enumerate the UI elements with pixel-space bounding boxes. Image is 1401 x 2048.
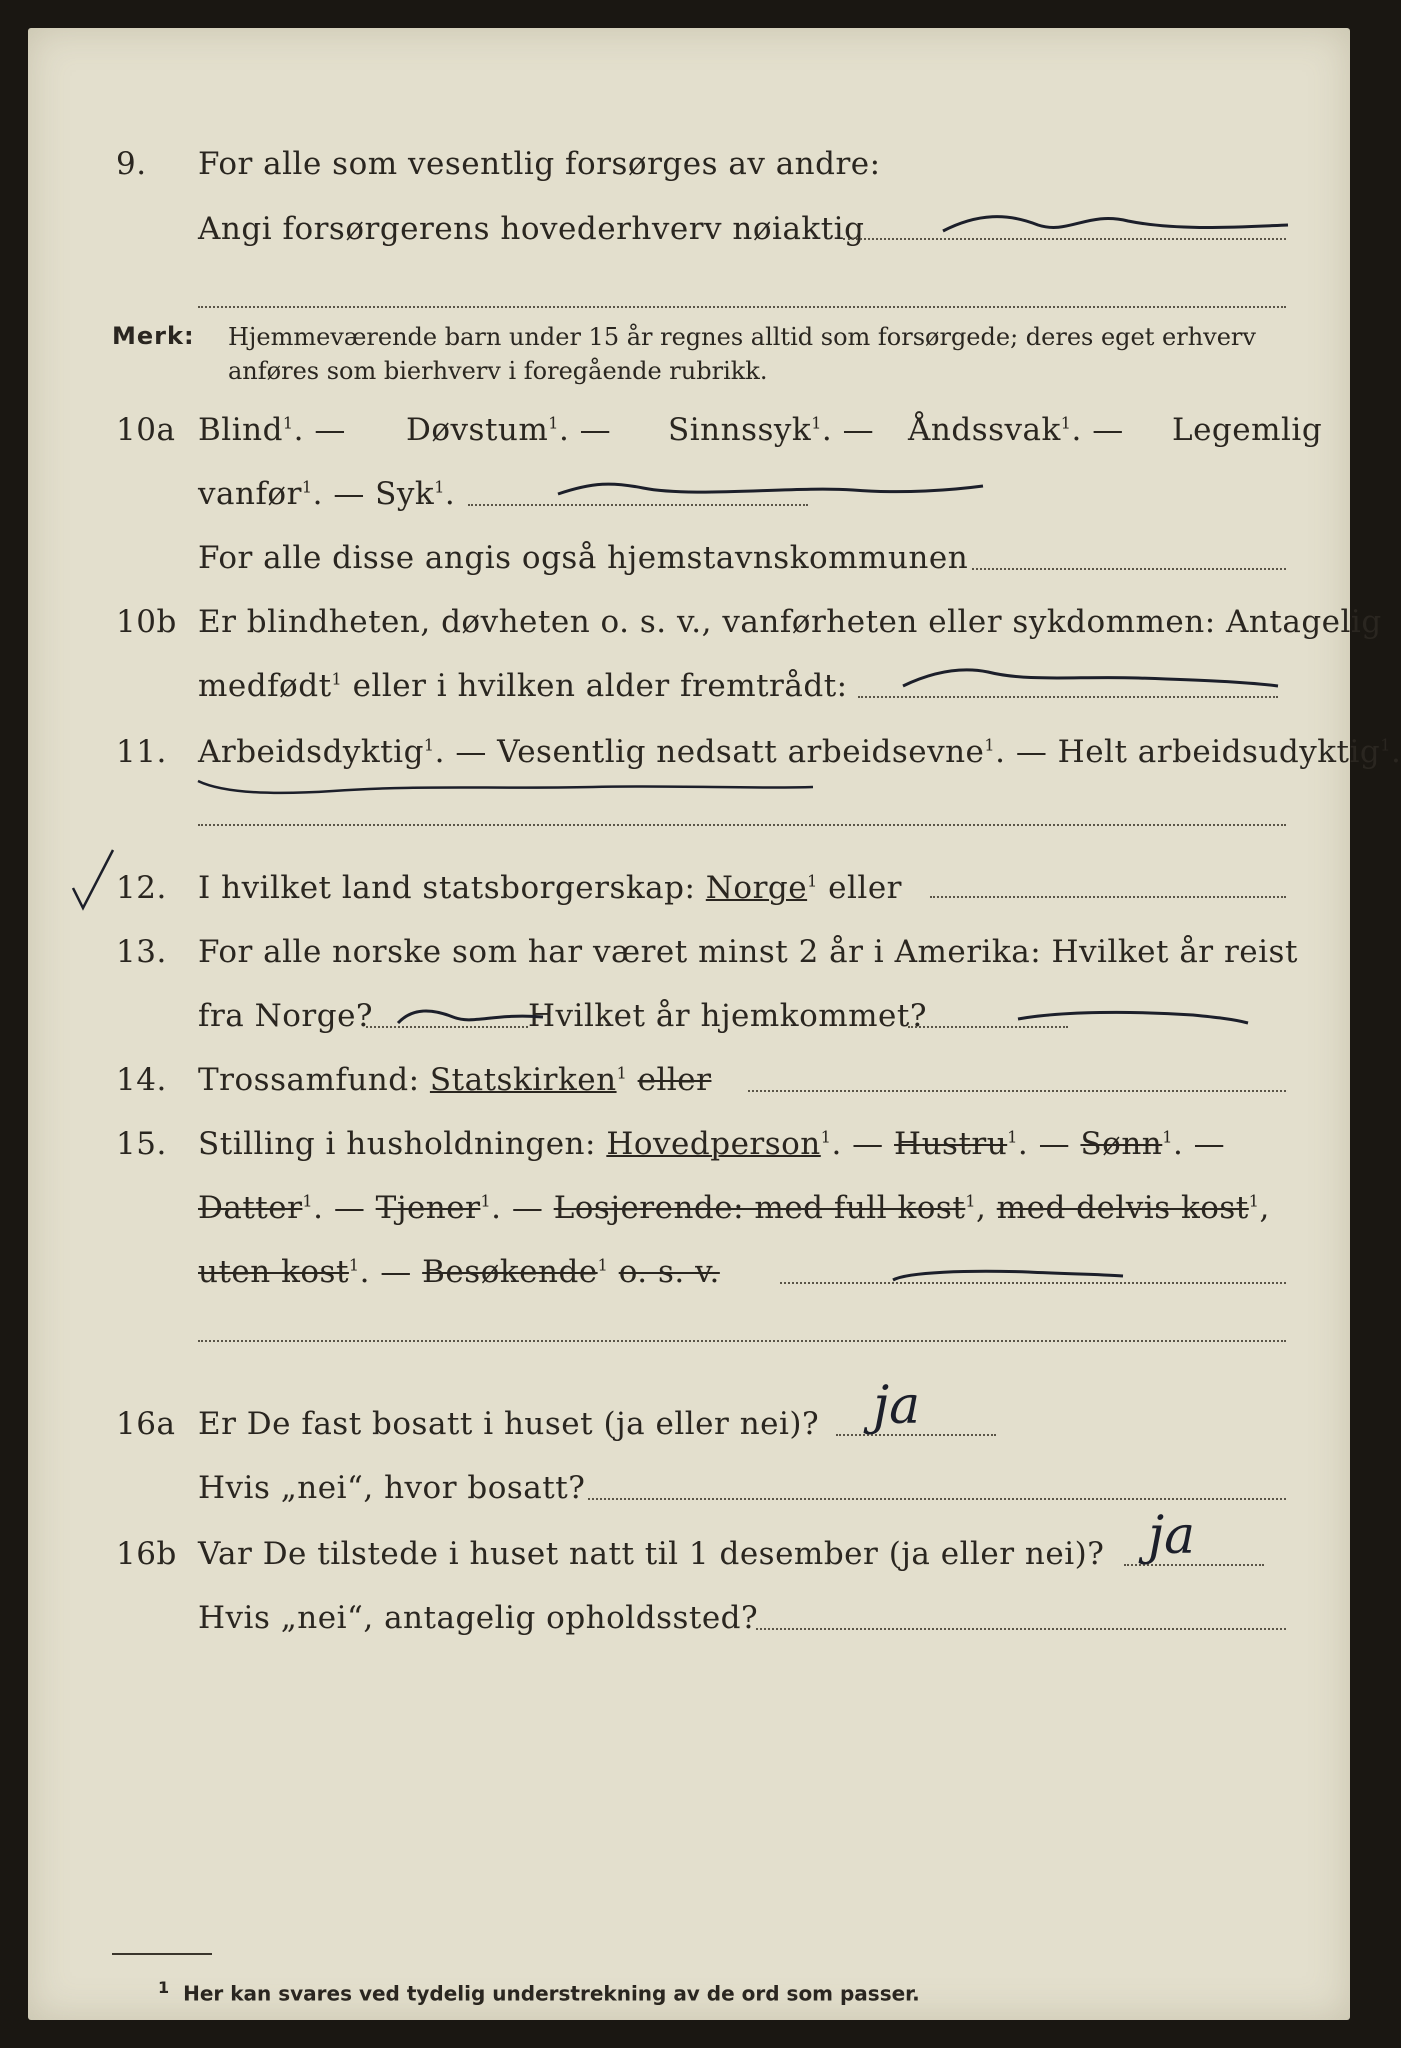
question-number: 10a — [116, 412, 176, 448]
footnote-mark: 1 — [1248, 1191, 1260, 1211]
question-text: Trossamfund: — [198, 1062, 420, 1098]
question-number: 14. — [116, 1062, 167, 1098]
footnote — [158, 1978, 920, 2006]
question-text: Stilling i husholdningen: — [198, 1126, 596, 1162]
option-eller: eller — [828, 870, 902, 906]
question-text: fra Norge? — [198, 998, 374, 1034]
question-text: I hvilket land statsborgerskap: — [198, 870, 696, 906]
option-uten-kost: uten kost — [198, 1254, 349, 1290]
option-eller: eller — [637, 1062, 712, 1098]
footnote-mark: 1 — [965, 1191, 976, 1211]
option-hovedperson: Hovedperson — [606, 1126, 821, 1162]
note-label: Merk: — [112, 322, 195, 350]
handwritten-dash — [1013, 1003, 1253, 1033]
option-losjerende: Losjerende: med full kost — [553, 1190, 966, 1226]
question-text: For alle disse angis også hjemstavnskommunen — [198, 540, 969, 576]
option-arbeidsdyktig: Arbeidsdyktig — [198, 734, 424, 770]
question-text: Er De fast bosatt i huset (ja eller nei)? — [198, 1406, 820, 1442]
footnote-mark: 1 — [616, 1063, 628, 1083]
question-text: Hvis „nei“, hvor bosatt? — [198, 1470, 586, 1506]
question-text: eller i hvilken alder fremtrådt: — [352, 668, 848, 704]
handwritten-dash — [938, 203, 1318, 243]
footnote-mark: 1 — [820, 1127, 832, 1147]
handwritten-dash — [888, 1264, 1128, 1288]
footnote-rule — [112, 1953, 212, 1955]
footnote-mark: 1 — [302, 1191, 314, 1211]
question-number: 16a — [116, 1406, 176, 1442]
handwritten-dash — [553, 476, 993, 506]
answer-line — [972, 568, 1286, 570]
question-number: 11. — [116, 734, 167, 770]
footnote-mark: 1 — [984, 735, 996, 755]
question-text: Hvis „nei“, antagelig opholdssted? — [198, 1600, 759, 1636]
footnote-mark: 1 — [480, 1191, 492, 1211]
question-number: 16b — [116, 1536, 177, 1572]
answer-line — [198, 1340, 1286, 1342]
footnote-mark: 1 — [348, 1255, 360, 1275]
note-text: Hjemmeværende barn under 15 år regnes alltid som forsørgede; deres eget erhverv anføres som bierhverv i foregående rubrikk. — [228, 323, 1256, 385]
option-medfodt: medfødt — [198, 668, 332, 704]
footnote-mark: 1 — [811, 413, 822, 433]
handwritten-dash — [898, 658, 1298, 698]
answer-field-16b-2[interactable] — [756, 1628, 1286, 1630]
option-besokende: Besøkende — [422, 1254, 598, 1290]
question-number: 12. — [116, 870, 167, 906]
handwritten-answer: ja — [873, 1376, 921, 1436]
footnote-mark: 1 — [1380, 735, 1391, 755]
footnote-mark: 1 — [1162, 1127, 1173, 1147]
handwritten-answer: ja — [1148, 1506, 1196, 1566]
footnote-mark: 1 — [423, 735, 435, 755]
question-text: Er blindheten, døvheten o. s. v., vanførheten eller sykdommen: Antagelig — [198, 604, 1382, 640]
answer-line — [198, 824, 1286, 826]
census-form-page: 9. For alle som vesentlig forsørges av andre: Angi forsørgerens hovederhverv nøiaktig Merk: Hjemmeværende barn under 15 år regnes alltid som forsørgede; deres eget erhverv anføres som bierhverv i foregående rubrikk. 10a Blind$^1$. — Døvstum$^1$. — Sinnssyk$^1$. — Åndssvak$^1$. — Legemlig vanfør$^1$. — Syk$^1$. For alle disse angis også hjemstavnskommunen 10b Er blindheten, døvheten o. s. v., vanførheten eller sykdommen: Antagelig medfødt$^1$ eller i hvilken alder fremtrådt: 11. Arbeidsdyktig$^1$. — Vesentlig nedsatt arbeidsevne$^1$. — Helt arbeidsudyktig$^1$. 12. I hvilket land statsborgerskap: Norge$^1$ eller 13. For alle norske som har været minst 2 år i Amerika: Hvilket år reist fra Norge? Hvilket år hjemkommet? 14. Trossamfund: Statskirken$^1$ eller 15. Stilling i husholdningen: Hovedperson$^1$. — Hustru$^1$. — Sønn$^1$. — Datter$^1$. — Tjener$^1$. — Losjerende: med full kost$^1$, med delvis kost$^1$, uten kost$^1$. — Besøkende$^1$ o. s. v. 16a Er De fast bosatt i huset (ja eller nei)? ja Hvis „nei“, hvor bosatt? 16b Var De tilstede i huset natt til 1 desember (ja eller nei)? ja Hvis „nei“, antagelig opholdssted? $^1$ Her kan svares ved tydelig understrekning av de ord som passer. — [28, 28, 1350, 2020]
footnote-mark: 1 — [158, 1978, 170, 1997]
footnote-mark: 1 — [1060, 413, 1072, 433]
handwritten-underline — [193, 773, 833, 813]
question-number: 15. — [116, 1126, 167, 1162]
option-syk: Syk — [375, 476, 435, 512]
option-vanfor: vanfør — [198, 476, 302, 512]
option-sinnssyk: Sinnssyk — [668, 412, 812, 448]
checkmark-icon — [63, 846, 123, 916]
footnote-mark: 1 — [331, 669, 343, 689]
question-text: For alle som vesentlig forsørges av andre: — [198, 146, 881, 182]
answer-field-16a-2[interactable] — [588, 1498, 1286, 1500]
question-text: Var De tilstede i huset natt til 1 desember (ja eller nei)? — [198, 1536, 1105, 1572]
footnote-mark: 1 — [282, 413, 294, 433]
footnote-text: Her kan svares ved tydelig understrekning av de ord som passer. — [183, 1981, 920, 2006]
option-datter: Datter — [198, 1190, 303, 1226]
footnote-mark: 1 — [301, 477, 313, 497]
question-text: For alle norske som har været minst 2 år i Amerika: Hvilket år reist — [198, 934, 1298, 970]
option-blind: Blind — [198, 412, 283, 448]
section-divider — [198, 306, 1286, 308]
option-hustru: Hustru — [894, 1126, 1008, 1162]
question-number: 13. — [116, 934, 167, 970]
handwritten-dash — [393, 1003, 553, 1033]
option-osv: o. s. v. — [618, 1254, 720, 1290]
footnote-mark: 1 — [1007, 1127, 1018, 1147]
option-udyktig: Helt arbeidsudyktig — [1057, 734, 1381, 770]
question-text: Hvilket år hjemkommet? — [528, 998, 927, 1034]
footnote-mark: 1 — [807, 871, 818, 891]
option-norge: Norge — [705, 870, 808, 906]
footnote-mark: 1 — [434, 477, 445, 497]
option-statskirken: Statskirken — [429, 1062, 617, 1098]
question-number: 9. — [116, 146, 147, 182]
option-dovstum: Døvstum — [406, 412, 549, 448]
option-andssvak: Åndssvak — [908, 412, 1061, 448]
option-sonn: Sønn — [1080, 1126, 1163, 1162]
option-delvis-kost: med delvis kost — [996, 1190, 1249, 1226]
answer-line — [930, 896, 1286, 898]
footnote-mark: 1 — [597, 1255, 609, 1275]
question-number: 10b — [116, 604, 177, 640]
question-text: Angi forsørgerens hovederhverv nøiaktig — [198, 211, 865, 247]
footnote-mark: 1 — [548, 413, 559, 433]
option-legemlig: Legemlig — [1172, 412, 1323, 448]
option-tjener: Tjener — [375, 1190, 481, 1226]
option-nedsatt: Vesentlig nedsatt arbeidsevne — [497, 734, 985, 770]
answer-line — [748, 1090, 1286, 1092]
